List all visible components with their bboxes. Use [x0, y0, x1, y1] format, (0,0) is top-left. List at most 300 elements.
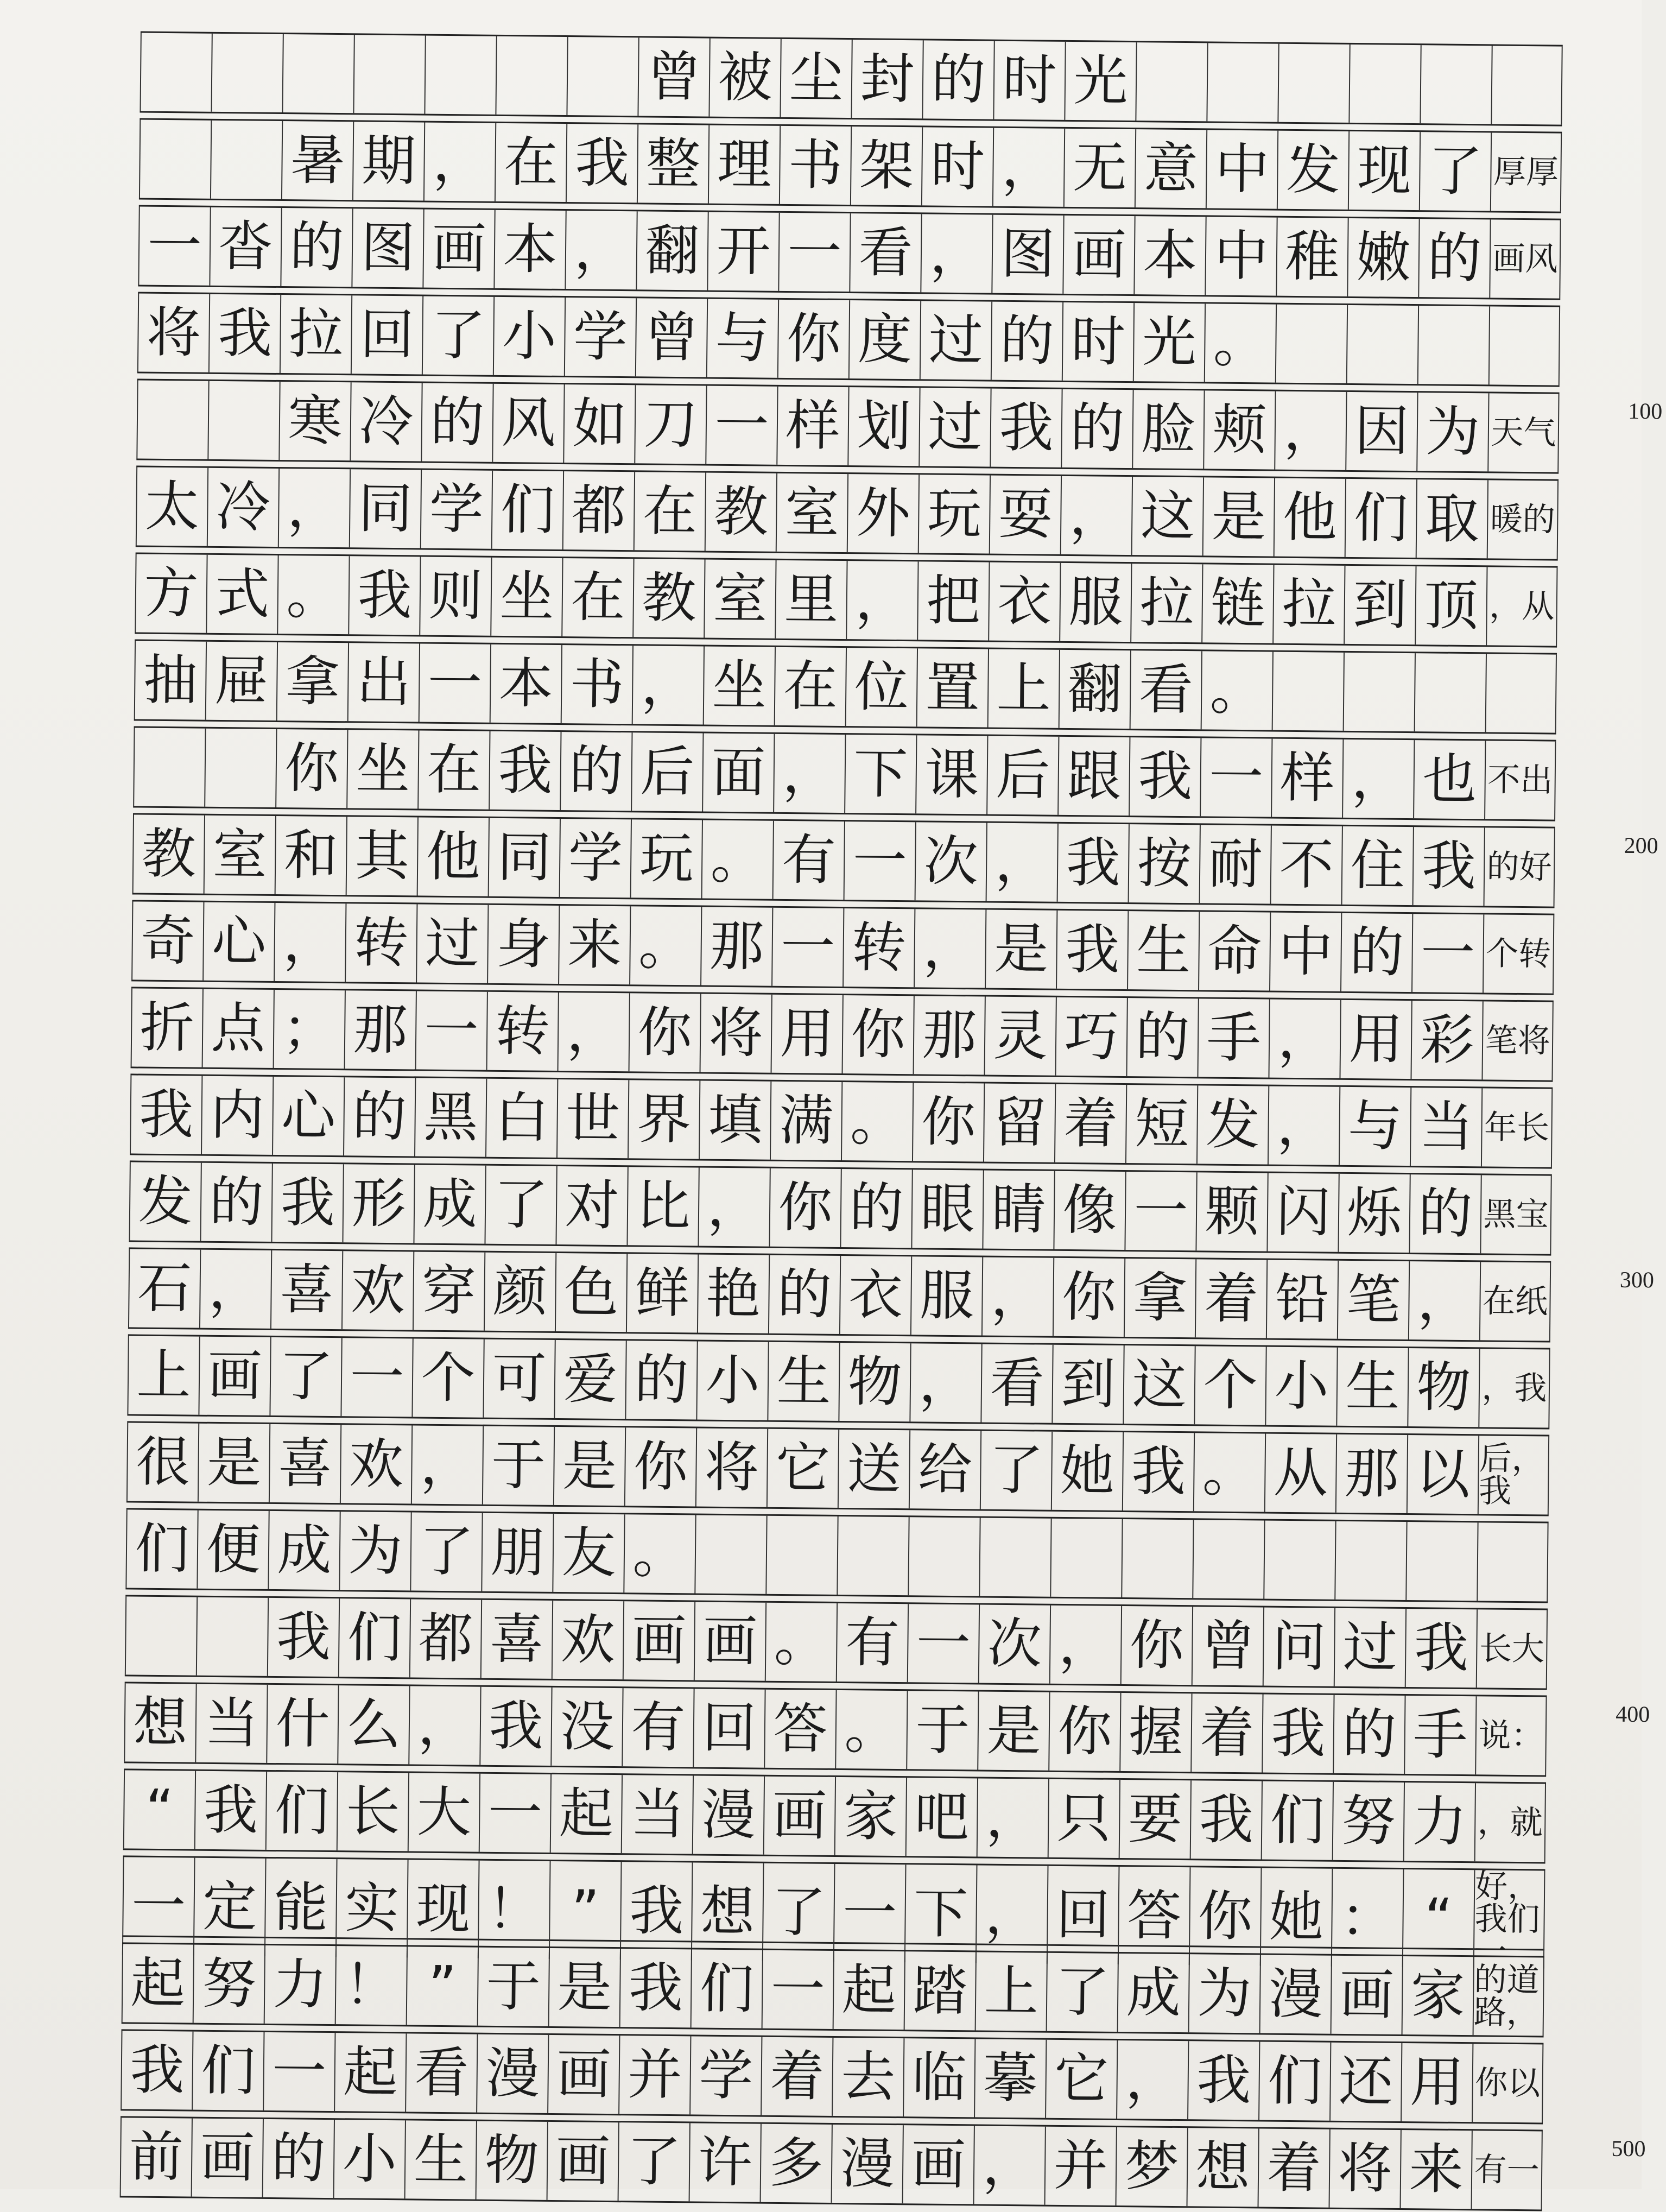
char-cell: 在 — [495, 123, 566, 202]
char-cell: 于 — [477, 1948, 549, 2026]
char-cell: 睛 — [982, 1171, 1054, 1249]
char-cell: 现 — [407, 1860, 479, 1958]
char-cell: 过 — [920, 301, 991, 380]
char-cell: 了 — [422, 296, 493, 375]
char-cell: 小 — [333, 2120, 405, 2198]
char-cell: 漫 — [831, 2125, 903, 2203]
grid-row — [132, 813, 1555, 908]
char-cell: 的 — [1061, 389, 1132, 468]
char-cell: 着 — [761, 2037, 832, 2116]
char-cell: 本 — [493, 210, 565, 289]
char-cell: 教 — [132, 814, 204, 893]
char-cell: 画 — [422, 210, 494, 288]
char-cell: 她 — [1051, 1432, 1123, 1511]
char-cell: 它 — [1045, 2040, 1117, 2119]
char-cell: ， — [558, 993, 629, 1071]
char-cell: 力 — [1403, 1783, 1475, 1861]
char-cell: 则 — [419, 557, 491, 636]
char-cell: 那 — [1335, 1434, 1407, 1513]
char-cell: 我 — [1405, 1609, 1477, 1688]
char-cell: 友 — [552, 1514, 624, 1592]
char-cell: 按 — [1128, 824, 1200, 903]
char-cell: 。 — [701, 820, 773, 899]
char-cell: 黑宝 — [1480, 1175, 1551, 1254]
char-cell: 们 — [125, 1509, 197, 1588]
char-cell: 着 — [1054, 1084, 1126, 1163]
char-cell — [1263, 1521, 1335, 1600]
char-cell: ， — [992, 128, 1064, 207]
char-cell: 画 — [902, 2125, 974, 2204]
char-cell: ，从 — [1486, 567, 1557, 646]
char-cell: 从 — [1264, 1434, 1336, 1513]
grid-row — [131, 900, 1554, 995]
char-cell: 不 — [1270, 826, 1342, 905]
char-cell: ， — [1342, 740, 1414, 818]
char-cell: 了 — [618, 2122, 689, 2201]
char-cell — [204, 729, 276, 807]
char-cell: ， — [1060, 476, 1132, 555]
char-cell — [1343, 653, 1415, 731]
char-cell: 稚 — [1276, 218, 1347, 296]
char-cell: 发 — [1196, 1085, 1268, 1164]
char-cell: ， — [423, 123, 495, 201]
char-cell: 么 — [337, 1685, 409, 1764]
char-cell: 折 — [131, 988, 202, 1067]
char-cell: 大 — [408, 1773, 479, 1851]
char-cell: 链 — [1201, 564, 1273, 643]
char-cell: 她 — [1260, 1868, 1332, 1966]
char-cell: 架 — [850, 127, 922, 205]
char-cell: 学 — [689, 2036, 761, 2115]
char-cell: 力 — [264, 1945, 335, 2024]
char-cell: 有 — [836, 1603, 908, 1682]
char-cell: 抽 — [134, 641, 206, 719]
char-cell: 手 — [1404, 1696, 1475, 1774]
char-cell: 因 — [1345, 392, 1417, 471]
char-cell: 坐 — [703, 647, 775, 725]
char-cell: 你 — [842, 995, 914, 1074]
char-cell: 小 — [1265, 1347, 1336, 1426]
char-cell — [1414, 653, 1486, 732]
char-cell: 中 — [1205, 217, 1276, 295]
char-cell: 很 — [126, 1423, 198, 1501]
char-cell: 来 — [558, 906, 630, 984]
char-cell: 起 — [833, 1951, 904, 2030]
char-cell: 在纸 — [1479, 1262, 1551, 1341]
char-cell: 一 — [415, 991, 487, 1070]
char-cell: 是 — [553, 1427, 625, 1506]
char-cell: 我 — [619, 1949, 691, 2027]
char-cell — [136, 380, 208, 459]
char-cell: 画 — [547, 2035, 619, 2114]
char-cell: 一 — [122, 1857, 194, 1955]
char-cell: 翻 — [636, 211, 707, 290]
char-cell: 爱 — [554, 1340, 625, 1419]
char-cell: 的 — [840, 1169, 911, 1248]
char-cell: 我 — [566, 124, 637, 203]
char-cell: 时 — [1062, 302, 1133, 381]
char-cell: 意 — [1135, 129, 1206, 208]
char-cell: 欢 — [340, 1425, 411, 1503]
char-cell: ，就 — [1474, 1783, 1546, 1862]
title-char-cell — [1348, 45, 1420, 123]
char-cell: 看 — [849, 213, 921, 292]
char-cell: 着 — [1190, 1693, 1262, 1772]
title-char-cell — [424, 36, 496, 115]
char-cell: 欢 — [552, 1601, 623, 1679]
char-cell: ， — [411, 1425, 483, 1504]
char-cell: ” — [406, 1946, 478, 2025]
grid-row — [131, 987, 1554, 1082]
char-cell: 生 — [1336, 1348, 1408, 1426]
char-cell: 耍 — [989, 476, 1061, 554]
char-cell: 喜 — [269, 1424, 340, 1503]
grid-row — [126, 1421, 1549, 1516]
char-cell: 喜 — [270, 1250, 342, 1329]
word-count-marker: 200 — [1624, 833, 1658, 859]
char-cell: 们 — [491, 471, 563, 549]
char-cell: 给 — [909, 1430, 980, 1509]
char-cell: 其 — [346, 817, 417, 895]
char-cell: 成 — [268, 1511, 339, 1590]
char-cell: 整 — [637, 124, 708, 203]
char-cell: ， — [1049, 1606, 1121, 1684]
char-cell: 看 — [1130, 650, 1201, 729]
word-count-marker: 300 — [1619, 1267, 1655, 1293]
char-cell: 回 — [351, 295, 422, 374]
grid-row — [123, 1768, 1546, 1863]
title-char-cell — [1277, 44, 1349, 123]
char-cell: 图 — [351, 208, 423, 287]
char-cell: ， — [1268, 1086, 1339, 1165]
char-cell: 外 — [847, 474, 918, 553]
char-cell: “ — [123, 1770, 195, 1849]
title-char-cell: 被 — [708, 39, 780, 117]
char-cell: 一 — [833, 1864, 905, 1962]
grid-row — [136, 465, 1559, 560]
char-cell: 有 — [622, 1688, 693, 1767]
char-cell: 以 — [1407, 1435, 1478, 1514]
char-cell: 我 — [1190, 1780, 1262, 1859]
char-cell: 这 — [1131, 477, 1203, 555]
char-cell: 握 — [1119, 1693, 1191, 1772]
char-cell: 本 — [1133, 216, 1205, 295]
char-cell: 你 — [624, 1427, 696, 1506]
char-cell — [1477, 1522, 1548, 1601]
char-cell: 想 — [124, 1683, 195, 1762]
char-cell: 回 — [693, 1689, 764, 1767]
char-cell: 位 — [845, 648, 917, 726]
grid-row — [122, 1855, 1545, 1971]
char-cell: 有一 — [1471, 2131, 1542, 2209]
char-cell: 像 — [1053, 1171, 1125, 1250]
char-cell: 我 — [130, 1075, 201, 1154]
char-cell: 过 — [416, 904, 487, 983]
char-cell: 暑 — [281, 121, 353, 200]
char-cell: 吧 — [905, 1778, 977, 1856]
title-char-cell — [353, 35, 425, 113]
char-cell: 的 — [768, 1255, 840, 1334]
char-cell: 冷 — [350, 382, 421, 461]
char-cell: ！ — [478, 1861, 550, 1959]
char-cell: 的 — [280, 208, 352, 287]
char-cell: 鲜 — [626, 1254, 698, 1332]
char-cell: 界 — [628, 1080, 699, 1159]
char-cell: ， — [981, 1257, 1053, 1336]
char-cell: 过 — [1334, 1608, 1405, 1687]
char-cell: 刀 — [634, 385, 706, 464]
char-cell: 一 — [1411, 914, 1483, 993]
char-cell: 颊 — [1203, 390, 1275, 469]
char-cell: 对 — [555, 1166, 627, 1245]
char-cell: 我 — [489, 731, 560, 810]
char-cell: 拉 — [280, 295, 351, 374]
char-cell — [210, 121, 282, 199]
char-cell: 欢 — [341, 1251, 413, 1330]
title-char-cell: 光 — [1064, 42, 1136, 121]
char-cell: 物 — [476, 2121, 547, 2200]
title-char-cell — [495, 36, 567, 115]
char-cell: 生 — [767, 1342, 839, 1421]
char-cell: 画风 — [1489, 219, 1561, 298]
char-cell: 看 — [405, 2033, 477, 2112]
char-cell: 的 — [421, 383, 492, 462]
char-cell: 了 — [484, 1166, 556, 1244]
grid-row — [129, 1160, 1551, 1255]
char-cell: 们 — [1258, 2042, 1330, 2120]
char-cell: 。 — [765, 1603, 837, 1682]
char-cell: 屉 — [205, 642, 277, 721]
char-cell: 你 — [1189, 1867, 1261, 1965]
char-cell: 可 — [483, 1339, 554, 1418]
char-cell: 取 — [1416, 479, 1487, 558]
char-cell: 许 — [689, 2123, 761, 2202]
char-cell: 我 — [620, 1862, 692, 1960]
char-cell: 了 — [410, 1512, 482, 1591]
char-cell: 梦 — [1116, 2127, 1187, 2206]
char-cell: 能 — [264, 1859, 337, 1957]
grid-row — [130, 1073, 1553, 1168]
char-cell: 答 — [1118, 1867, 1190, 1965]
char-cell: 家 — [1402, 1956, 1473, 2035]
char-cell: 努 — [193, 1945, 264, 2024]
word-count-marker: 500 — [1611, 2136, 1646, 2162]
char-cell: 起 — [334, 2033, 406, 2112]
char-cell: 顶 — [1415, 566, 1486, 645]
char-cell: 着 — [1258, 2128, 1329, 2207]
char-cell: 笔将 — [1481, 1001, 1553, 1080]
char-cell: ， — [1408, 1261, 1480, 1340]
title-char-cell: 封 — [851, 40, 922, 118]
char-cell: 奇 — [131, 901, 203, 980]
char-cell: ： — [1331, 1869, 1403, 1967]
char-cell: 心 — [272, 1077, 344, 1155]
char-cell: 一 — [340, 1338, 412, 1417]
char-cell: 年长 — [1481, 1088, 1553, 1167]
grid-row — [125, 1508, 1548, 1603]
char-cell: 你 — [1053, 1258, 1124, 1337]
char-cell: ， — [846, 561, 917, 640]
char-cell — [139, 120, 211, 199]
char-cell — [1275, 305, 1347, 383]
char-cell: 同 — [349, 469, 421, 548]
char-cell: 曾 — [635, 298, 707, 377]
char-cell: 石 — [128, 1249, 200, 1328]
char-cell: 样 — [1271, 739, 1342, 818]
char-cell: 了 — [980, 1431, 1051, 1509]
char-cell: 的 — [1333, 1695, 1404, 1774]
char-cell: 了 — [269, 1337, 341, 1416]
char-cell: 将 — [700, 994, 771, 1072]
char-cell: 穿 — [413, 1252, 484, 1330]
char-cell: 置 — [916, 648, 988, 727]
char-cell: 个 — [411, 1338, 483, 1417]
char-cell: 定 — [193, 1858, 265, 1956]
char-cell: 彩 — [1410, 1001, 1482, 1079]
char-cell: 点 — [202, 989, 274, 1068]
char-cell — [1485, 654, 1557, 732]
char-cell: ， — [973, 2126, 1045, 2204]
char-cell: 它 — [767, 1429, 838, 1508]
char-cell: 脸 — [1132, 390, 1203, 469]
char-cell — [207, 381, 279, 460]
char-cell: 为 — [1188, 1954, 1260, 2033]
char-cell: ； — [273, 990, 345, 1069]
char-cell: ， — [278, 469, 350, 547]
char-cell: 闪 — [1266, 1173, 1338, 1252]
title-char-cell — [140, 33, 211, 112]
char-cell: 你 — [1120, 1606, 1192, 1685]
char-cell: 到 — [1051, 1345, 1123, 1424]
char-cell: 。 — [835, 1690, 907, 1769]
char-cell: 着 — [1195, 1259, 1266, 1338]
char-cell: 当 — [1410, 1088, 1481, 1166]
char-cell: 想 — [1187, 2128, 1258, 2207]
char-cell: 成 — [1117, 1954, 1189, 2032]
char-cell: 与 — [1339, 1087, 1410, 1166]
char-cell: ， — [914, 909, 985, 988]
char-cell: 心 — [202, 902, 274, 981]
char-cell: 铅 — [1266, 1260, 1338, 1339]
char-cell: 去 — [832, 2038, 903, 2116]
char-cell: 还 — [1329, 2043, 1401, 2121]
char-cell: 色 — [555, 1253, 626, 1332]
char-cell: 的 — [625, 1341, 696, 1419]
char-cell: ， — [632, 646, 704, 724]
char-cell: 面 — [702, 734, 774, 812]
char-cell: 与 — [706, 299, 778, 378]
char-cell: 次 — [978, 1604, 1050, 1683]
char-cell: 了 — [1419, 132, 1491, 211]
char-cell: 方 — [135, 554, 206, 633]
char-cell: 的 — [262, 2119, 334, 2198]
char-cell: 们 — [192, 2032, 263, 2110]
char-cell: 生 — [404, 2120, 476, 2199]
char-cell: 用 — [1339, 1000, 1411, 1079]
char-cell: 颗 — [1195, 1172, 1267, 1251]
char-cell: ， — [1116, 2040, 1188, 2119]
char-cell: 我 — [194, 1771, 266, 1850]
char-cell: 努 — [1332, 1782, 1404, 1861]
char-cell: ， — [977, 1778, 1048, 1857]
char-cell: 说： — [1475, 1696, 1547, 1775]
char-cell: 下 — [904, 1865, 977, 1963]
char-cell: 曾 — [1192, 1607, 1263, 1685]
char-cell: 课 — [915, 735, 987, 814]
char-cell: 在 — [417, 730, 489, 809]
char-cell: 坐 — [490, 558, 562, 636]
char-cell: 也 — [1413, 740, 1485, 819]
char-cell: ！ — [335, 1946, 407, 2025]
char-cell: 当 — [621, 1775, 693, 1854]
grid-row — [127, 1334, 1550, 1429]
char-cell: ， — [909, 1343, 981, 1422]
char-cell: 期 — [352, 122, 424, 200]
char-cell: 到 — [1344, 566, 1415, 644]
char-cell — [1121, 1519, 1193, 1598]
char-cell — [1346, 305, 1418, 384]
char-cell: 式 — [206, 555, 277, 634]
char-cell: 我 — [121, 2031, 192, 2109]
char-cell — [765, 1516, 837, 1595]
char-cell: 是 — [985, 910, 1056, 989]
char-cell: 理 — [708, 125, 780, 204]
char-cell: 小 — [493, 297, 565, 376]
char-cell: 划 — [847, 387, 919, 466]
char-cell: 好，我们一 — [1473, 1870, 1545, 1968]
char-cell: 衣 — [988, 563, 1060, 641]
char-cell: 漫 — [476, 2034, 548, 2113]
char-cell: 你 — [769, 1168, 840, 1247]
char-cell: 巧 — [1055, 997, 1126, 1076]
char-cell: 是 — [977, 1691, 1049, 1770]
char-cell: 黑 — [414, 1078, 486, 1156]
char-cell: 个转 — [1483, 914, 1554, 993]
grid-row — [121, 2029, 1543, 2124]
char-cell: ， — [1274, 391, 1346, 470]
char-cell: 你以 — [1472, 2044, 1543, 2122]
char-cell: 身 — [487, 905, 559, 984]
char-cell: 将 — [695, 1428, 767, 1507]
char-cell: 便 — [197, 1511, 268, 1589]
char-cell: 住 — [1341, 826, 1413, 905]
char-cell: 的 — [560, 732, 631, 811]
char-cell: 答 — [764, 1690, 835, 1768]
char-cell: 本 — [490, 644, 561, 723]
char-cell: 我 — [1057, 824, 1129, 902]
grid-row — [137, 292, 1560, 387]
char-cell: 嫩 — [1347, 218, 1418, 297]
char-cell: 烁 — [1338, 1174, 1409, 1253]
char-cell: 学 — [559, 819, 631, 898]
char-cell: 有 — [772, 821, 844, 900]
title-char-cell — [1135, 42, 1207, 121]
char-cell: ， — [986, 823, 1057, 902]
char-cell — [837, 1516, 908, 1595]
char-cell: 下 — [844, 735, 916, 813]
char-cell: 只 — [1048, 1779, 1119, 1858]
char-cell: 不出 — [1484, 741, 1556, 819]
char-cell: 光 — [1133, 303, 1205, 382]
char-cell: 颜 — [484, 1253, 555, 1331]
char-cell: 我 — [208, 294, 280, 373]
char-cell: 无 — [1063, 129, 1135, 207]
char-cell: 这 — [1123, 1345, 1194, 1424]
char-cell: 同 — [488, 818, 560, 897]
char-cell: 在 — [634, 472, 705, 551]
char-cell: 的 — [1409, 1174, 1480, 1253]
char-cell: 家 — [834, 1777, 906, 1856]
